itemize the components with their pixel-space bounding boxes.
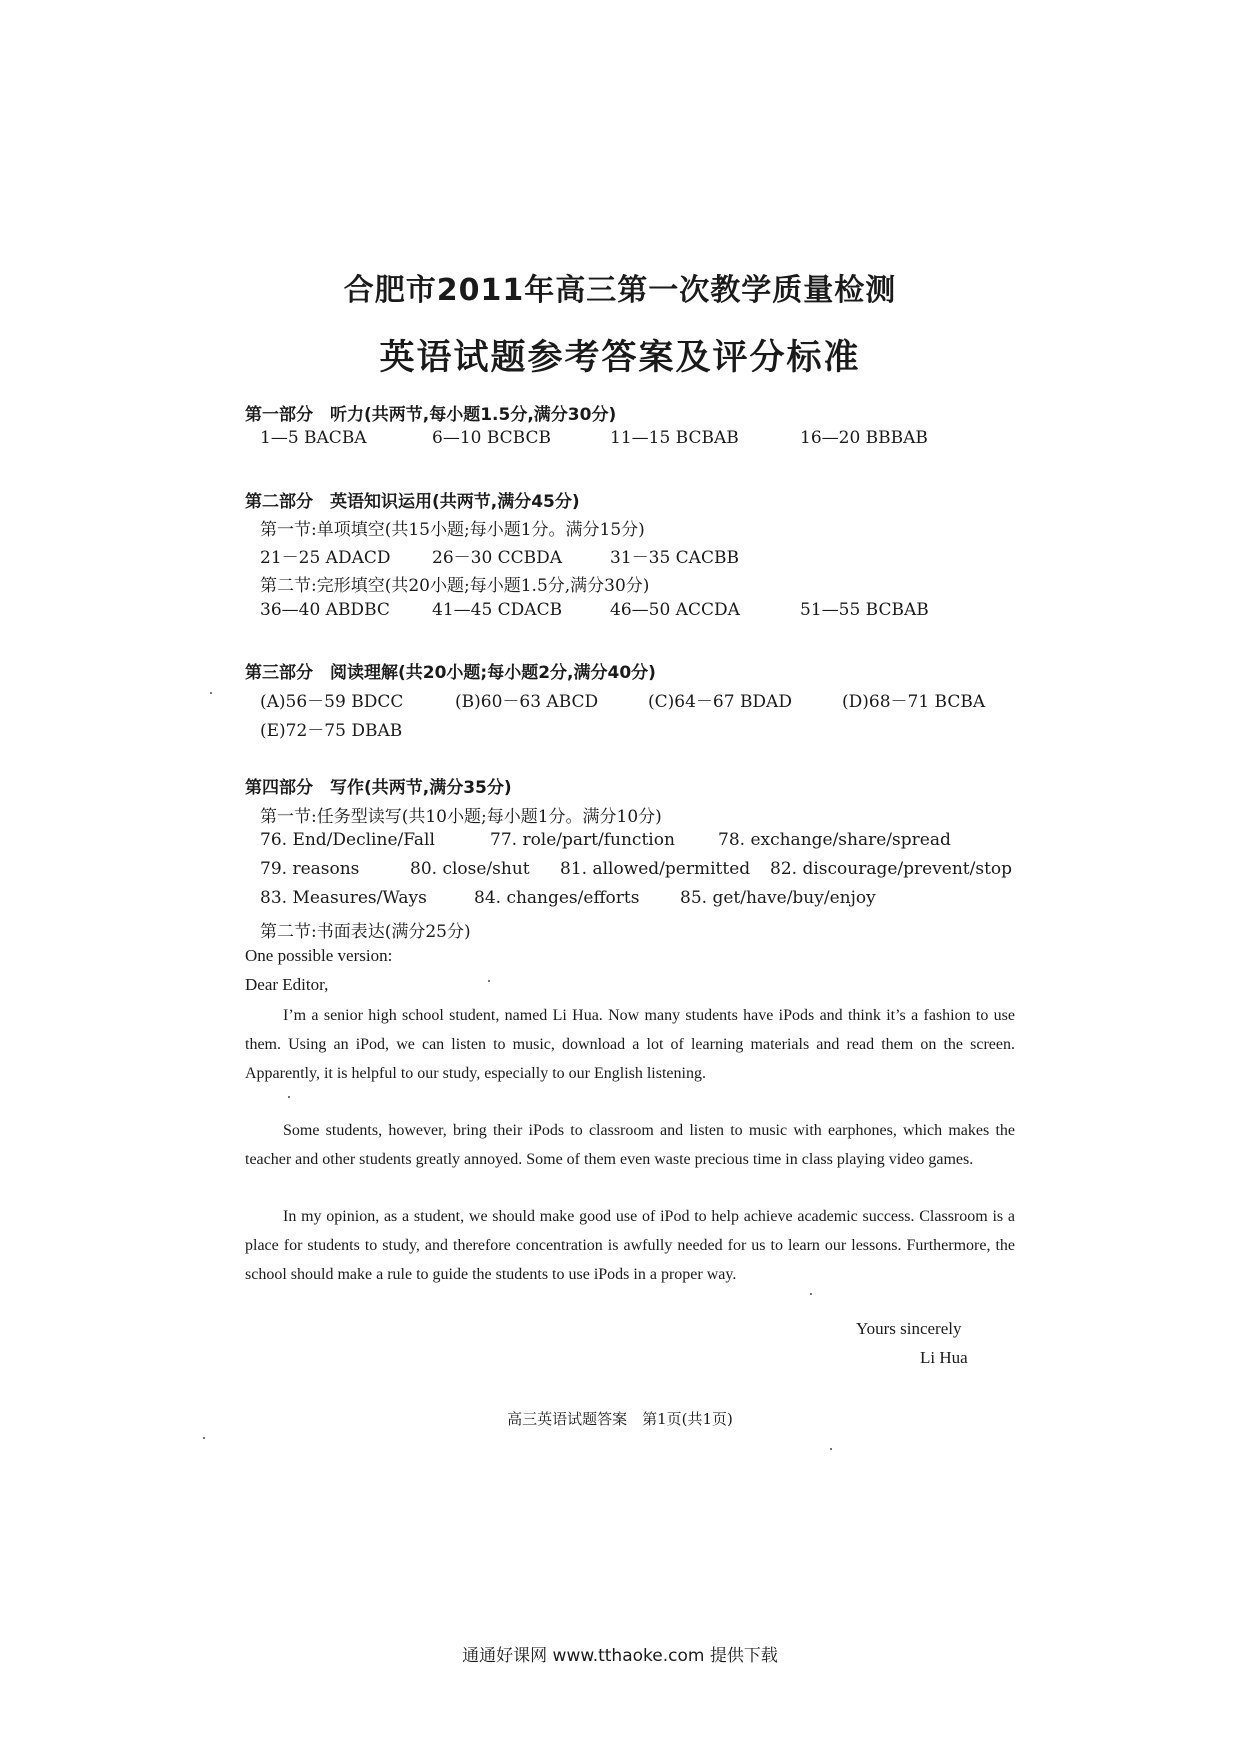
part4-answer: 76. End/Decline/Fall xyxy=(260,830,435,850)
essay-paragraph: I’m a senior high school student, named Li Hua. Now many students have iPods and think it’s a fashion to use them. Using an iPod, we can listen to music, download a lot of learning materials and read them on the screen. Apparently, it is helpful to our study, especially to our English listening. xyxy=(245,1007,1015,1082)
part2-section2-heading: 第二节:完形填空(共20小题;每小题1.5分,满分30分) xyxy=(260,576,650,596)
part2-section2-answer: 51—55 BCBAB xyxy=(800,600,929,620)
essay-signature: Li Hua xyxy=(920,1348,968,1367)
part1-heading: 第一部分 听力(共两节,每小题1.5分,满分30分) xyxy=(245,405,617,425)
scan-speck xyxy=(210,692,212,694)
part2-section2-answer: 41—45 CDACB xyxy=(432,600,563,620)
part4-section1-heading: 第一节:任务型读写(共10小题;每小题1分。满分10分) xyxy=(260,807,662,827)
page-title: 合肥市2011年高三第一次教学质量检测 xyxy=(343,273,897,308)
part1-answer: 6—10 BCBCB xyxy=(432,428,551,448)
scan-speck xyxy=(810,1293,812,1295)
part4-answer: 81. allowed/permitted xyxy=(560,859,751,879)
part4-answer: 79. reasons xyxy=(260,859,360,879)
essay-intro: One possible version: xyxy=(245,946,393,965)
part1-answer: 16—20 BBBAB xyxy=(800,428,928,448)
part2-section2-answer: 46—50 ACCDA xyxy=(610,600,740,620)
part4-section2-heading: 第二节:书面表达(满分25分) xyxy=(260,922,471,942)
essay-paragraph: In my opinion, as a student, we should make good use of iPod to help achieve academic success. Classroom is a place for students to study, and therefore concentration is awfully needed for us to learn our lessons. Furthermore, the school should make a rule to guide the students to use iPods in a proper way. xyxy=(245,1208,1015,1283)
part4-answer: 77. role/part/function xyxy=(490,830,675,850)
part2-section1-answer: 26－30 CCBDA xyxy=(432,548,563,568)
part1-answer: 1—5 BACBA xyxy=(260,428,367,448)
download-credit: 通通好课网 www.tthaoke.com 提供下载 xyxy=(462,1646,778,1666)
part3-answer: (A)56－59 BDCC xyxy=(260,692,404,712)
part3-answer: (E)72－75 DBAB xyxy=(260,721,403,741)
part3-answer: (B)60－63 ABCD xyxy=(455,692,599,712)
part4-answer: 84. changes/efforts xyxy=(474,888,640,908)
page-subtitle: 英语试题参考答案及评分标准 xyxy=(379,337,861,378)
part3-answer: (C)64－67 BDAD xyxy=(648,692,792,712)
part2-section1-heading: 第一节:单项填空(共15小题;每小题1分。满分15分) xyxy=(260,520,645,540)
scan-speck xyxy=(288,1096,290,1098)
scan-speck xyxy=(830,1448,832,1450)
essay-salutation: Dear Editor, xyxy=(245,975,329,994)
part2-heading: 第二部分 英语知识运用(共两节,满分45分) xyxy=(245,492,580,512)
page-footer: 高三英语试题答案 第1页(共1页) xyxy=(507,1410,733,1428)
part2-section1-answer: 21－25 ADACD xyxy=(260,548,391,568)
part3-answer: (D)68－71 BCBA xyxy=(842,692,986,712)
part4-answer: 82. discourage/prevent/stop xyxy=(770,859,1013,879)
essay-closing: Yours sincerely xyxy=(856,1319,962,1338)
scan-speck xyxy=(488,980,490,982)
part4-heading: 第四部分 写作(共两节,满分35分) xyxy=(245,778,512,798)
part4-answer: 83. Measures/Ways xyxy=(260,888,427,908)
part2-section2-answer: 36—40 ABDBC xyxy=(260,600,390,620)
part1-answer: 11—15 BCBAB xyxy=(610,428,739,448)
part2-section1-answer: 31－35 CACBB xyxy=(610,548,739,568)
part4-answer: 85. get/have/buy/enjoy xyxy=(680,888,876,908)
part4-answer: 78. exchange/share/spread xyxy=(718,830,951,850)
part4-answer: 80. close/shut xyxy=(410,859,530,879)
essay-paragraph: Some students, however, bring their iPods to classroom and listen to music with earphones, which makes the teacher and other students greatly annoyed. Some of them even waste precious time in class playing video games. xyxy=(245,1122,1015,1168)
part3-heading: 第三部分 阅读理解(共20小题;每小题2分,满分40分) xyxy=(245,663,656,683)
scan-speck xyxy=(203,1437,205,1439)
